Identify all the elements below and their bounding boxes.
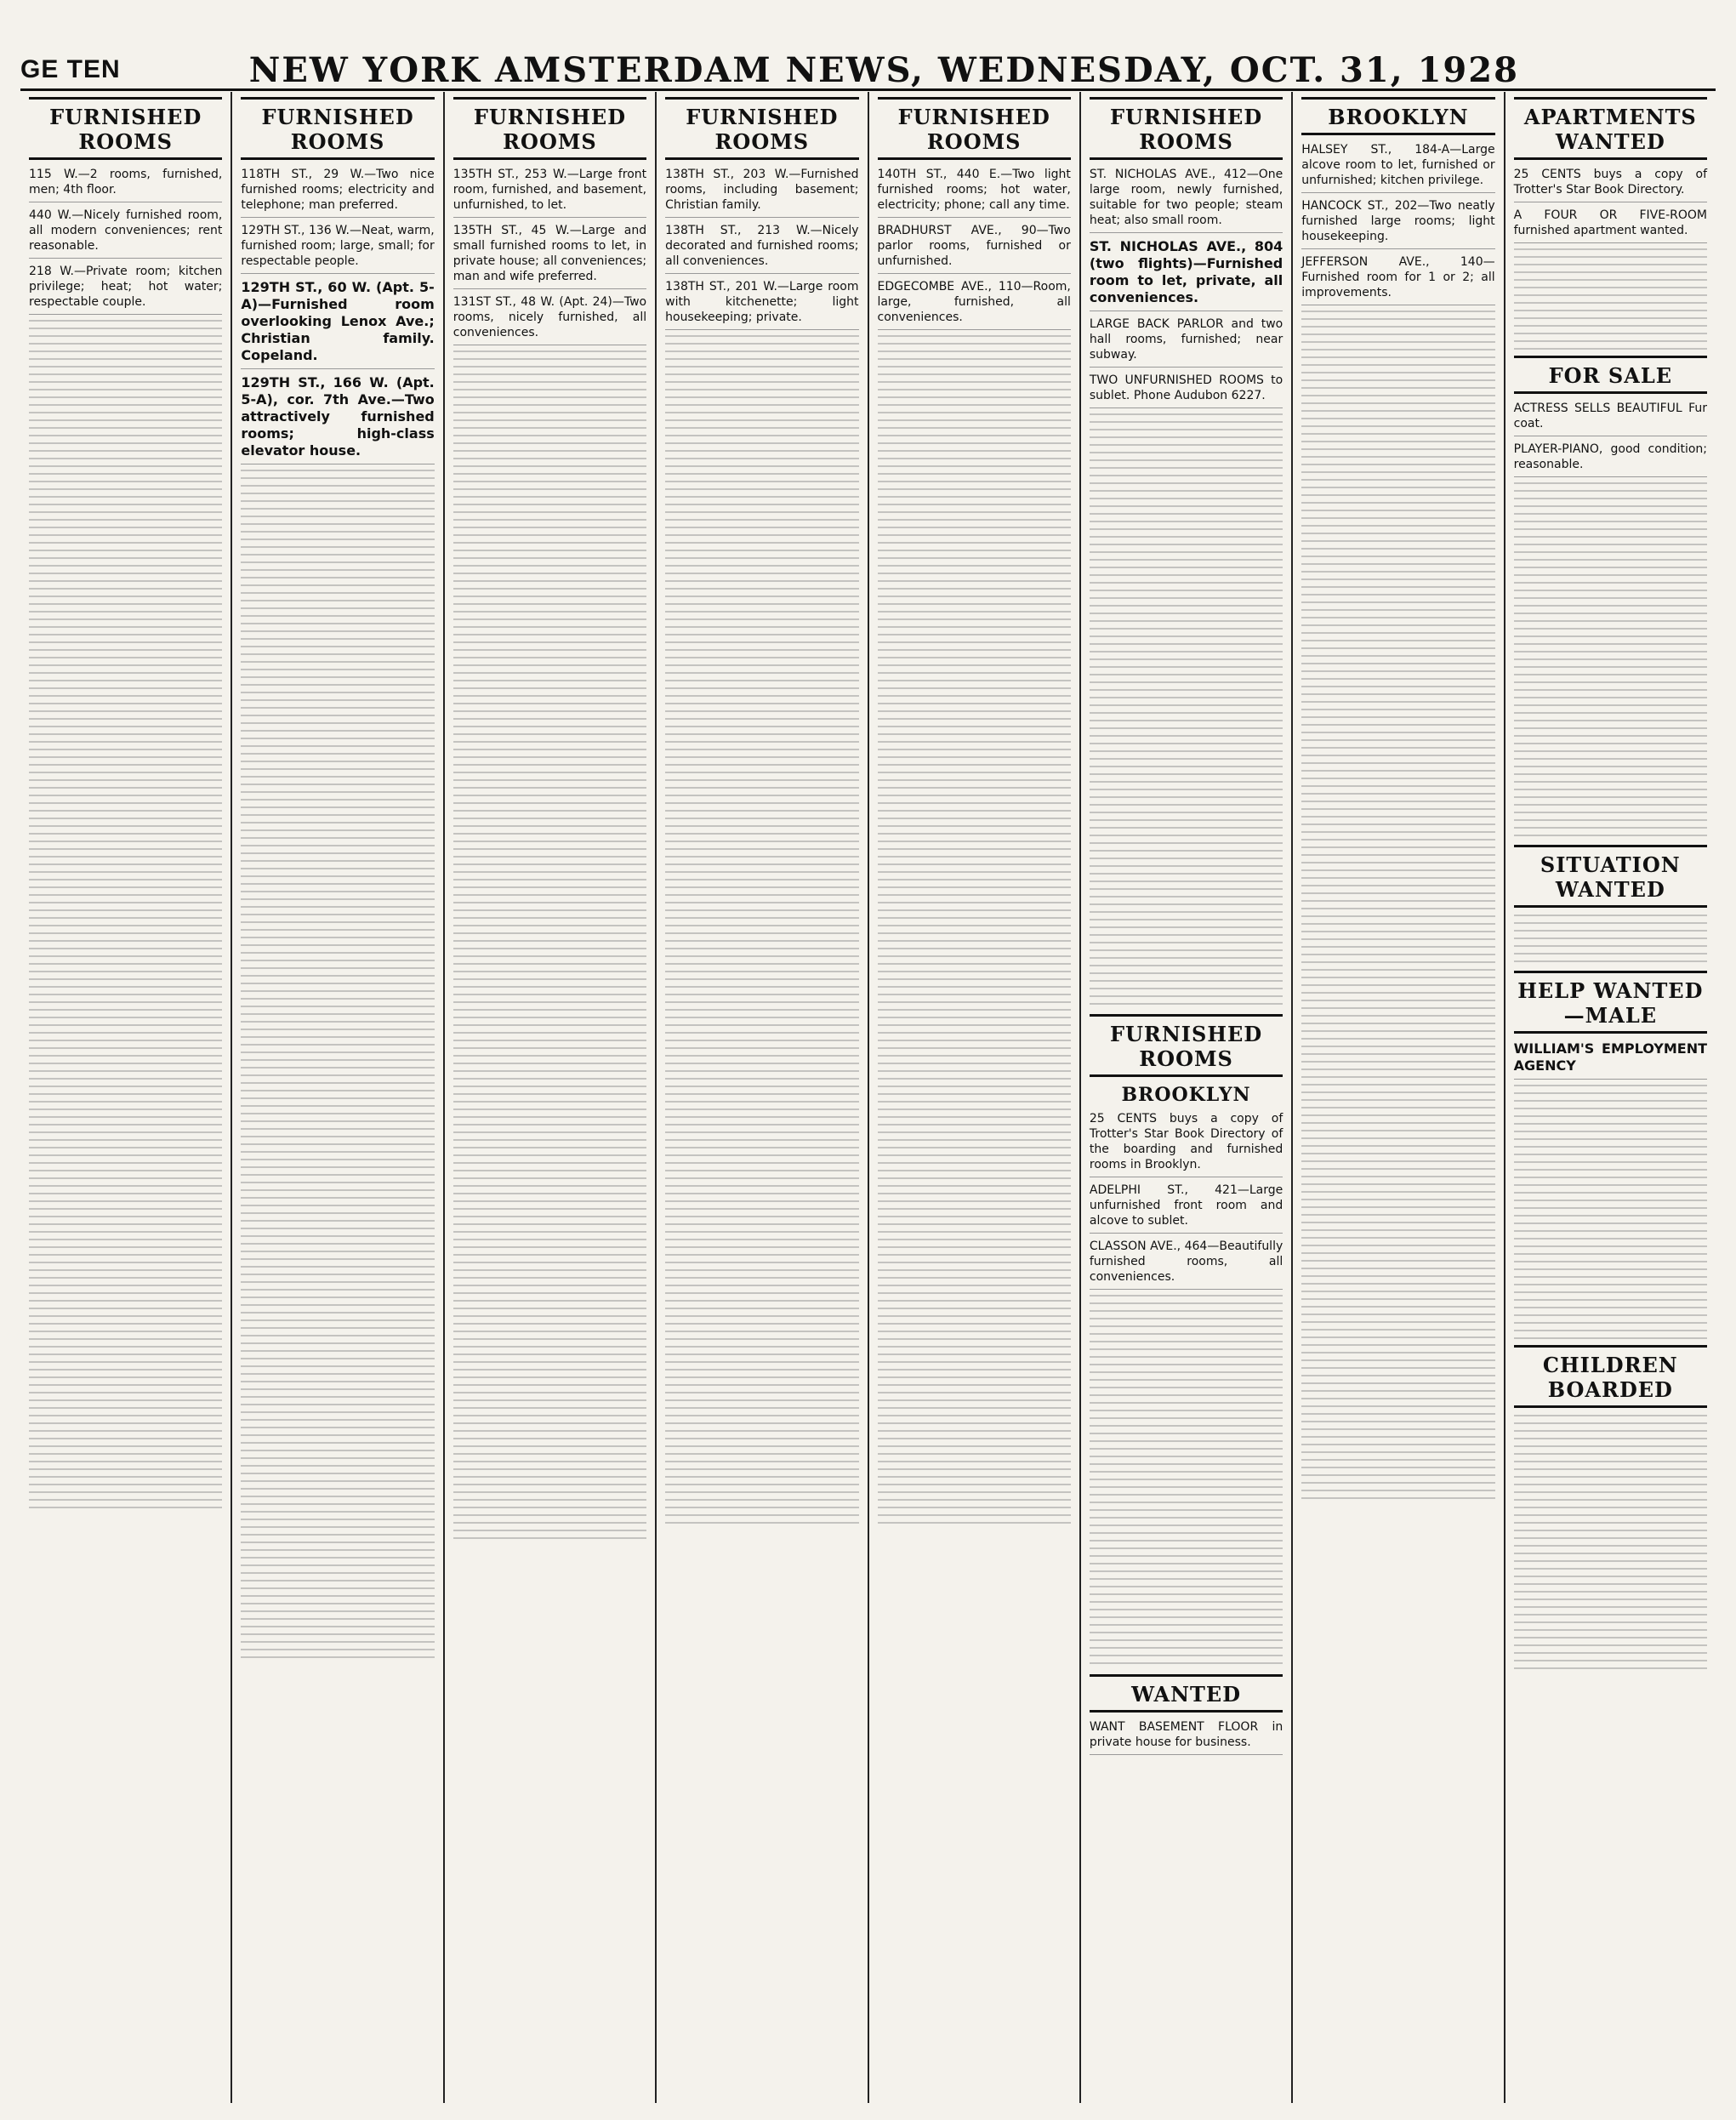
dense-print-texture: [1090, 413, 1283, 1009]
dense-print-texture: [1514, 915, 1707, 966]
classified-ad: 440 W.—Nicely furnished room, all modern conveniences; rent reasonable.: [29, 208, 222, 259]
column-2: [231, 92, 442, 2103]
classified-ad: HANCOCK ST., 202—Two neatly furnished large rooms; light housekeeping.: [1301, 198, 1494, 249]
column-8: [1504, 92, 1716, 2103]
masthead: [20, 51, 1716, 91]
classified-ad: CLASSON AVE., 464—Beautifully furnished rooms, all conveniences.: [1090, 1239, 1283, 1290]
page-label: GE TEN: [20, 55, 121, 83]
section-subheader: BROOKLYN: [1121, 1084, 1251, 1106]
dense-print-texture: [29, 320, 222, 1511]
classified-ad: LARGE BACK PARLOR and two hall rooms, furnished; near subway.: [1090, 316, 1283, 368]
column-header: APARTMENTS WANTED: [1514, 97, 1707, 160]
column-header: FURNISHED ROOMS: [453, 97, 646, 160]
classified-ad: 135TH ST., 253 W.—Large front room, furnished, and basement, unfurnished, to let.: [453, 167, 646, 218]
classified-ad: JEFFERSON AVE., 140—Furnished room for 1 or 2; all improvements.: [1301, 254, 1494, 305]
classified-ad: 25 CENTS buys a copy of Trotter's Star Book Directory of the boarding and furnished rooms in Brooklyn.: [1090, 1111, 1283, 1177]
classified-ad: EDGECOMBE AVE., 110—Room, large, furnished, all conveniences.: [878, 279, 1071, 330]
classified-ad: PLAYER-PIANO, good condition; reasonable.: [1514, 442, 1707, 477]
classified-ad-bold: WILLIAM'S EMPLOYMENT AGENCY: [1514, 1040, 1707, 1080]
section-header: CHILDREN BOARDED: [1514, 1345, 1707, 1408]
classified-ad: 138TH ST., 201 W.—Large room with kitchenette; light housekeeping; private.: [665, 279, 858, 330]
dense-print-texture: [1090, 1295, 1283, 1669]
classified-ad: 118TH ST., 29 W.—Two nice furnished rooms; electricity and telephone; man preferred.: [241, 167, 434, 218]
column-7: [1291, 92, 1503, 2103]
classified-ad: 131ST ST., 48 W. (Apt. 24)—Two rooms, nicely furnished, all conveniences.: [453, 294, 646, 345]
classified-ad: ST. NICHOLAS AVE., 412—One large room, newly furnished, suitable for two people; steam heat; also small room.: [1090, 167, 1283, 233]
column-header: FURNISHED ROOMS: [665, 97, 858, 160]
dense-print-texture: [453, 350, 646, 1542]
column-1: [20, 92, 231, 2103]
classified-ad: ACTRESS SELLS BEAUTIFUL Fur coat.: [1514, 401, 1707, 436]
classified-ad-bold: 129TH ST., 60 W. (Apt. 5-A)—Furnished room overlooking Lenox Ave.; Christian family. Copeland.: [241, 279, 434, 369]
column-4: [655, 92, 867, 2103]
dense-print-texture: [241, 470, 434, 1661]
classified-ad: 218 W.—Private room; kitchen privilege; heat; hot water; respectable couple.: [29, 264, 222, 315]
section-header: WANTED: [1090, 1674, 1283, 1713]
classified-ad-bold: ST. NICHOLAS AVE., 804 (two flights)—Furnished room to let, private, all conveniences.: [1090, 238, 1283, 311]
section-header: FURNISHED ROOMS: [1090, 1014, 1283, 1077]
classified-ad: BRADHURST AVE., 90—Two parlor rooms, furnished or unfurnished.: [878, 223, 1071, 274]
classified-ad: 129TH ST., 136 W.—Neat, warm, furnished room; large, small; for respectable people.: [241, 223, 434, 274]
masthead-title: NEW YORK AMSTERDAM NEWS, WEDNESDAY, OCT. 31, 1928: [248, 49, 1519, 90]
section-header: FOR SALE: [1514, 356, 1707, 394]
dense-print-texture: [1301, 311, 1494, 1502]
classified-ad: HALSEY ST., 184-A—Large alcove room to let, furnished or unfurnished; kitchen privilege.: [1301, 142, 1494, 193]
dense-print-texture: [1514, 482, 1707, 840]
dense-print-texture: [1514, 1415, 1707, 1670]
column-3: [443, 92, 655, 2103]
classified-ad-bold: 129TH ST., 166 W. (Apt. 5-A), cor. 7th Ave.—Two attractively furnished rooms; high-class elevator house.: [241, 374, 434, 464]
column-header: FURNISHED ROOMS: [241, 97, 434, 160]
column-header: FURNISHED ROOMS: [878, 97, 1071, 160]
dense-print-texture: [1514, 248, 1707, 350]
classified-ad: 138TH ST., 203 W.—Furnished rooms, including basement; Christian family.: [665, 167, 858, 218]
classified-ad: TWO UNFURNISHED ROOMS to sublet. Phone Audubon 6227.: [1090, 373, 1283, 408]
classified-ad: 140TH ST., 440 E.—Two light furnished rooms; hot water, electricity; phone; call any time.: [878, 167, 1071, 218]
classified-ad: 25 CENTS buys a copy of Trotter's Star Book Directory.: [1514, 167, 1707, 202]
column-header: FURNISHED ROOMS: [29, 97, 222, 160]
column-header: BROOKLYN: [1301, 97, 1494, 135]
section-header: HELP WANTED—MALE: [1514, 971, 1707, 1034]
dense-print-texture: [665, 335, 858, 1526]
dense-print-texture: [1514, 1085, 1707, 1340]
dense-print-texture: [878, 335, 1071, 1526]
classified-columns: [20, 92, 1716, 2103]
classified-ad: A FOUR OR FIVE-ROOM furnished apartment wanted.: [1514, 208, 1707, 243]
classified-ad: WANT BASEMENT FLOOR in private house for business.: [1090, 1719, 1283, 1755]
classified-ad: ADELPHI ST., 421—Large unfurnished front room and alcove to sublet.: [1090, 1183, 1283, 1234]
column-6: [1079, 92, 1291, 2103]
column-5: [868, 92, 1079, 2103]
classified-ad: 115 W.—2 rooms, furnished, men; 4th floor.: [29, 167, 222, 202]
classified-ad: 138TH ST., 213 W.—Nicely decorated and furnished rooms; all conveniences.: [665, 223, 858, 274]
section-header: SITUATION WANTED: [1514, 845, 1707, 908]
classified-ad: 135TH ST., 45 W.—Large and small furnished rooms to let, in private house; all conveniences; man and wife preferred.: [453, 223, 646, 289]
column-header: FURNISHED ROOMS: [1090, 97, 1283, 160]
